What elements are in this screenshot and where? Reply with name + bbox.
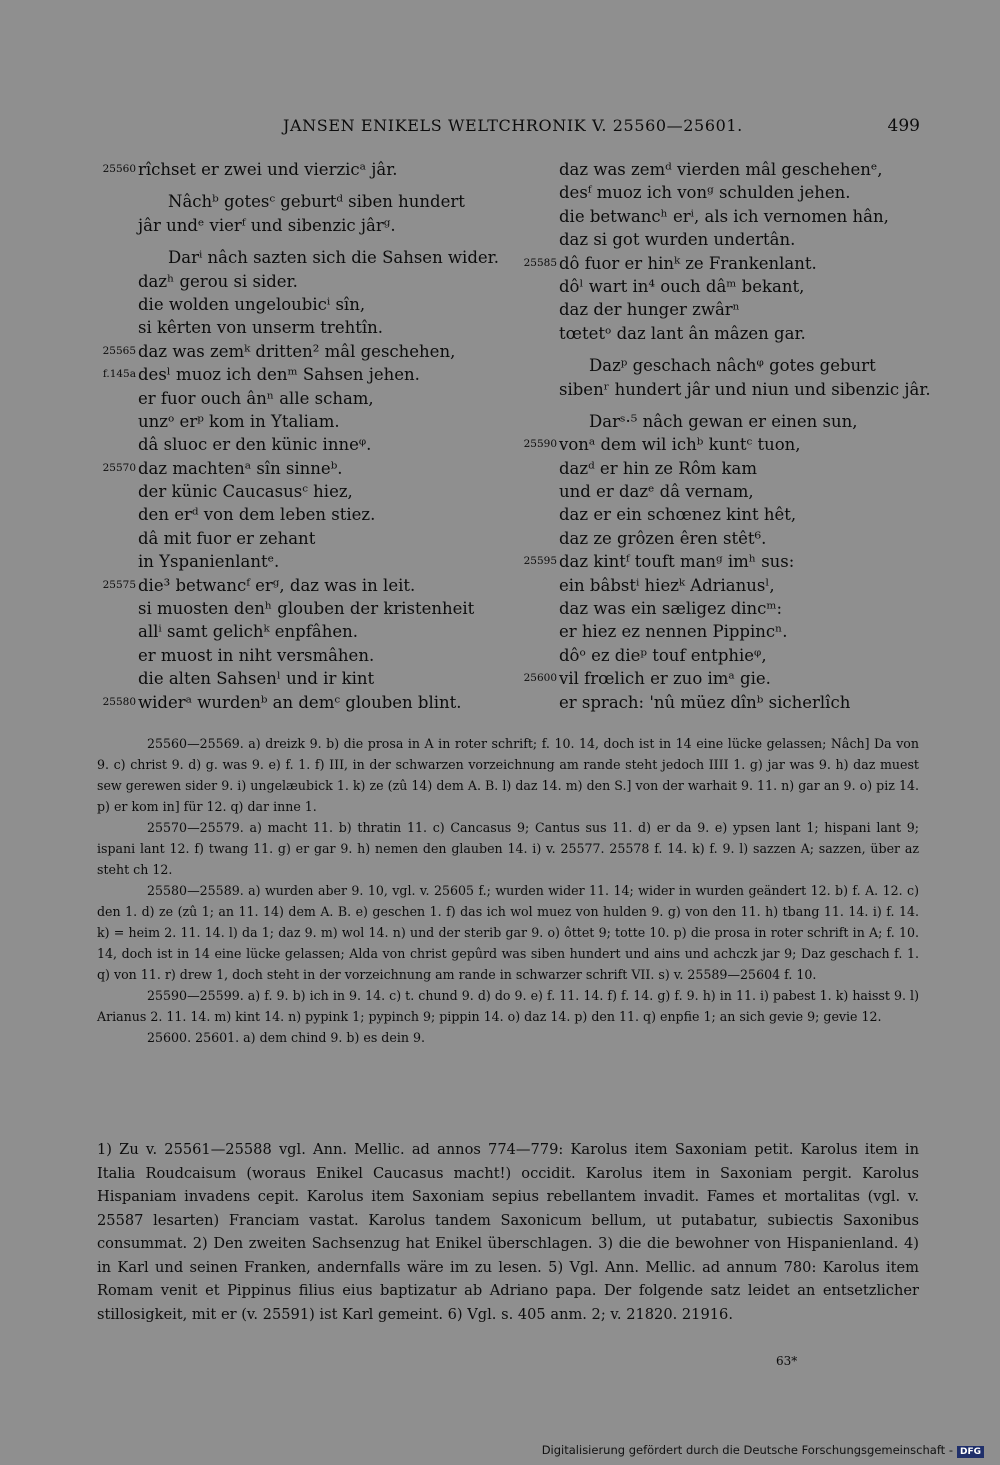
verse-line (521, 480, 941, 503)
verse-line (521, 550, 941, 573)
verse-text: vil frœlich er zuo imᵃ gie. (559, 669, 771, 689)
verse-line (521, 644, 941, 667)
verse-text: die betwancʰ erⁱ, als ich vernomen hân, (559, 206, 889, 226)
verse-text: die alten Sahsenˡ und ir kint (138, 669, 375, 689)
verse-line (100, 316, 520, 339)
verse-text: jâr undᵉ vierᶠ und sibenzic jârᵍ. (138, 215, 396, 235)
verse-line (100, 667, 520, 690)
apparatus-entry (97, 1027, 919, 1048)
verse-line (100, 574, 520, 597)
verse-text: rîchset er zwei und vierzicᵃ jâr. (138, 160, 398, 179)
apparatus-range: 25570—25579. (147, 820, 244, 835)
verse-text: dôˡ wart in⁴ ouch dâᵐ bekant, (559, 276, 805, 296)
verse-text: vonᵃ dem wil ichᵇ kuntᶜ tuon, (559, 435, 801, 455)
verse-text: er hiez ez nennen Pippincⁿ. (559, 622, 788, 642)
verse-line (521, 354, 941, 377)
verse-line (100, 644, 520, 667)
verse-text: daz ze grôzen êren stêt⁶. (559, 528, 767, 548)
verse-line (100, 270, 520, 293)
verse-text: desˡ muoz ich denᵐ Sahsen jehen. (138, 365, 420, 385)
apparatus-readings: a) f. 9. b) ich in 9. 14. c) t. chund 9. d) do 9. e) f. 11. 14. f) f. 14. g) f. 9. h) in 11. i) pabest 1. k) haisst 9. l) Arianus 2. 11. 14. m) kint 14. n) pypink 1; pypinch 9; pippin 14. o) daz 14. p) den 11. q) enpfie 1; an sich gevie 9; gevie 12. (97, 988, 919, 1024)
verse-text: dô fuor er hinᵏ ze Frankenlant. (559, 253, 817, 273)
line-number: 25575 (102, 578, 136, 591)
apparatus-range: 25580—25589. (147, 883, 244, 898)
line-number: 25600 (523, 672, 557, 685)
verse-line (521, 158, 941, 181)
verse-line (521, 252, 941, 275)
verse-line (100, 480, 520, 503)
apparatus-entry (97, 733, 919, 817)
verse-line (521, 503, 941, 526)
line-number: 25570 (102, 461, 136, 474)
verse-line (521, 527, 941, 550)
verse-line (100, 190, 520, 213)
verse-line (100, 503, 520, 526)
verse-text: der künic Caucasusᶜ hiez, (138, 482, 353, 502)
verse-text: Nâchᵇ gotesᶜ geburtᵈ siben hundert (168, 192, 465, 212)
apparatus-readings: a) wurden aber 9. 10, vgl. v. 25605 f.; wurden wider 11. 14; wider in wurden geändert 12. b) f. A. 12. c) den 1. d) ze (zû 1; an 11. 14) dem A. B. e) geschen 1. f) das ich wol muez von hulden 9. g) von den 11. h) tbang 11. 14. i) f. 14. k) = heim 2. 11. 14. l) da 1; daz 9. m) wol 14. n) und der sterib gar 9. o) ôttet 9; totte 10. p) die prosa in roter schrift in A; f. 10. 14, doch ist in 14 eine lücke gelassen; Alda von christ gepûrd was siben hundert und ains und achczk jar 9; Daz geschach f. 1. q) von 11. r) drew 1, doch steht in der vorzeichnung am rande in schwarzer schrift VII. s) v. 25589—25604 f. 10. (97, 883, 919, 982)
verse-text: sibenʳ hundert jâr und niun und sibenzic jâr. (559, 379, 931, 399)
verse-text: er sprach: 'nû müez dînᵇ sicherlîch (559, 692, 851, 712)
digitization-footer[interactable] (542, 1443, 984, 1458)
verse-text: in Yspanienlantᵉ. (138, 552, 280, 572)
verse-text: daz er ein schœnez kint hêt, (559, 505, 797, 525)
running-title: JANSEN ENIKELS WELTCHRONIK V. 25560—25601. (283, 116, 743, 135)
verse-text: dâ sluoc er den künic inneᵠ. (138, 435, 372, 455)
apparatus-range: 25560—25569. (147, 736, 244, 751)
apparatus-range: 25600. 25601. (147, 1030, 240, 1045)
verse-line (521, 228, 941, 251)
verse-line (521, 691, 941, 714)
verse-line (521, 205, 941, 228)
apparatus-entry (97, 880, 919, 985)
running-header (0, 116, 1000, 140)
line-number: 25595 (523, 555, 557, 568)
verse-line (100, 550, 520, 573)
verse-column-left (100, 158, 520, 714)
verse-line (521, 433, 941, 456)
verse-line (521, 275, 941, 298)
verse-text: daz was ein sæligez dincᵐ: (559, 599, 783, 619)
verse-line (521, 181, 941, 204)
apparatus-readings: a) dreizk 9. b) die prosa in A in roter schrift; f. 10. 14, doch ist in 14 eine lücke gelassen; Nâch] Da von 9. c) christ 9. d) g. was 9. e) f. 1. f) III, in der schwarzen vorzeichnung am rande steht jedoch IIII 1. g) jar was 9. h) daz muest sew gerewen sider 9. i) ungelæubick 1. k) ze (zû 14) dem A. B. l) daz 14. m) den S.] von der warhait 9. 11. n) gar an 9. o) piz 14. p) er kom in] für 12. q) dar inne 1. (97, 736, 919, 814)
line-number: 25565 (102, 344, 136, 357)
verse-line (100, 293, 520, 316)
footer-text: Digitalisierung gefördert durch die Deutsche Forschungsgemeinschaft - (541, 1443, 953, 1457)
verse-text: ein bâbstⁱ hiezᵏ Adrianusˡ, (559, 575, 775, 595)
apparatus-entry (97, 817, 919, 880)
line-number: f.145a (102, 368, 136, 381)
verse-line (100, 363, 520, 386)
verse-line (521, 378, 941, 401)
verse-text: si kêrten von unserm trehtîn. (138, 318, 383, 338)
apparatus-range: 25590—25599. (147, 988, 244, 1003)
verse-text: widerᵃ wurdenᵇ an demᶜ glouben blint. (138, 692, 462, 712)
verse-text: allⁱ samt gelichᵏ enpfâhen. (138, 622, 358, 642)
verse-text: dâ mit fuor er zehant (138, 528, 316, 548)
verse-text: Darⁱ nâch sazten sich die Sahsen wider. (168, 248, 499, 268)
page-number: 499 (887, 116, 920, 136)
verse-line (521, 667, 941, 690)
verse-text: daz si got wurden undertân. (559, 230, 796, 250)
verse-line (100, 597, 520, 620)
verse-text: Darˢ·⁵ nâch gewan er einen sun, (589, 411, 858, 431)
verse-line (100, 527, 520, 550)
verse-text: unzᵒ erᵖ kom in Ytaliam. (138, 411, 340, 431)
verse-line (100, 410, 520, 433)
verse-text: die³ betwancᶠ erᵍ, daz was in leit. (138, 575, 416, 595)
line-number: 25585 (523, 256, 557, 269)
verse-line (521, 574, 941, 597)
verse-line (100, 620, 520, 643)
apparatus-readings: a) macht 11. b) thratin 11. c) Cancasus 9; Cantus sus 11. d) er da 9. e) ypsen lant 1; hispani lant 9; ispani lant 12. f) twang 11. g) er gar 9. h) nemen den glauben 14. i) v. 25577. 25578 f. 14. k) f. 9. l) sazzen A; sazzen, über az steht ch 12. (97, 820, 919, 877)
apparatus-entry (97, 985, 919, 1027)
signature-mark: 63* (776, 1354, 798, 1368)
footnote-text: 1) Zu v. 25561—25588 vgl. Ann. Mellic. ad annos 774—779: Karolus item Saxoniam petit. Karolus item in Italia Roudcaisum (woraus Enikel Caucasus macht!) occidit. Karolus item in Saxoniam pergit. Karolus Hispaniam invadens cepit. Karolus item Saxoniam sepius rebellantem invadit. Fames et mortalitas (vgl. v. 25587 lesarten) Franciam vastat. Karolus tandem Saxonicum bellum, ut putabatur, subiectis Saxonibus consummat. 2) Den zweiten Sachsenzug hat Enikel überschlagen. 3) die die bewohner von Hispanienland. 4) in Karl und seinen Franken, andernfalls wäre im zu lesen. 5) Vgl. Ann. Mellic. ad annum 780: Karolus item Romam venit et Pippinus filius eius baptizatur ab Adriano papa. Der folgende satz leidet an entsetzlicher stillosigkeit, mit er (v. 25591) ist Karl gemeint. 6) Vgl. s. 405 anm. 2; v. 21820. 21916. (97, 1141, 919, 1323)
verse-line (100, 433, 520, 456)
verse-text: daz machtenᵃ sîn sinneᵇ. (138, 458, 343, 478)
verse-text: daz was zemᵏ dritten² mâl geschehen, (138, 341, 456, 361)
verse-text: den erᵈ von dem leben stiez. (138, 505, 376, 525)
verse-line (521, 620, 941, 643)
line-number: 25560 (102, 163, 136, 175)
verse-text: er fuor ouch ânⁿ alle scham, (138, 388, 374, 408)
verse-text: tœtetᵒ daz lant ân mâzen gar. (559, 323, 806, 343)
line-number: 25590 (523, 438, 557, 451)
verse-text: daz kintᶠ touft manᵍ imʰ sus: (559, 552, 795, 572)
verse-text: dazʰ gerou si sider. (138, 271, 298, 291)
verse-line (100, 691, 520, 714)
verse-line (100, 158, 520, 181)
verse-line (521, 298, 941, 321)
verse-line (521, 597, 941, 620)
verse-text: dôᵒ ez dieᵖ touf entphieᵠ, (559, 645, 767, 665)
verse-line (100, 340, 520, 363)
line-number: 25580 (102, 695, 136, 708)
verse-text: daz der hunger zwârⁿ (559, 300, 740, 320)
footnotes (97, 1138, 919, 1326)
apparatus-readings: a) dem chind 9. b) es dein 9. (239, 1030, 425, 1045)
verse-text: die wolden ungeloubicⁱ sîn, (138, 294, 366, 314)
verse-text: er muost in niht versmâhen. (138, 645, 375, 665)
critical-apparatus (97, 733, 919, 1048)
verse-text: dazᵈ er hin ze Rôm kam (559, 458, 758, 478)
verse-line (100, 457, 520, 480)
verse-line (100, 246, 520, 269)
verse-text: desᶠ muoz ich vonᵍ schulden jehen. (559, 183, 851, 203)
verse-text: Dazᵖ geschach nâchᵠ gotes geburt (589, 356, 876, 376)
verse-text: daz was zemᵈ vierden mâl geschehenᵉ, (559, 160, 883, 179)
verse-line (100, 387, 520, 410)
verse-line (521, 410, 941, 433)
verse-line (521, 457, 941, 480)
verse-text: und er dazᵉ dâ vernam, (559, 482, 754, 502)
verse-line (100, 214, 520, 237)
verse-column-right (521, 158, 941, 714)
verse-line (521, 322, 941, 345)
verse-text: si muosten denʰ glouben der kristenheit (138, 599, 475, 619)
dfg-logo: DFG (957, 1446, 984, 1458)
